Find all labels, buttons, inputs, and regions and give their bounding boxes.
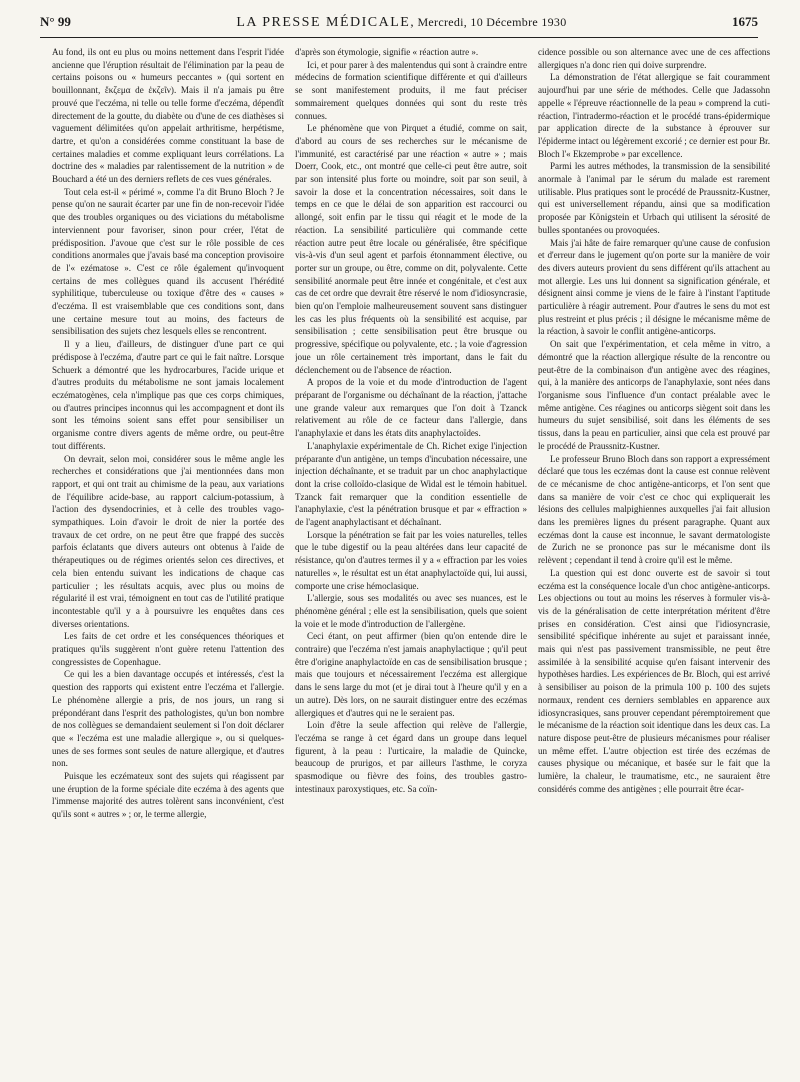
paragraph: Ce qui les a bien davantage occupés et intéressés, c'est la question des rapports qui existent entre l'eczéma et l'allergie. Le phénomène allergie a pris, de nos jours, un rang si prépondérant dans l'esprit des pathologistes, qu'un bon nombre de nos collègues se demandaient seulement si l'on doit déclarer que « l'eczéma est une maladie allergique », ou si quelques-unes de ses formes sont seules de nature allergique, et d'autres non. <box>52 669 284 769</box>
journal-title: LA PRESSE MÉDICALE <box>236 15 411 30</box>
paragraph: Puisque les eczémateux sont des sujets qui réagissent par une éruption de la forme spéciale dite eczéma à des agents que l'immense majorité des autres tolèrent sans inconvénient, c'est qu'ils sont « autres » ; or, le terme allergie, <box>52 771 284 820</box>
paragraph: cidence possible ou son alternance avec une de ces affections allergiques n'a donc rien qui doive surprendre. <box>538 47 770 70</box>
paragraph: Ici, et pour parer à des malentendus qui sont à craindre entre médecins de formation scientifique différente et qui d'ailleurs se sont manifestement produits, il me faut préciser sommairement quelques données qui sont du reste très connues. <box>295 59 527 121</box>
header-rule <box>40 37 758 38</box>
issue-number: N° 99 <box>40 14 71 29</box>
paragraph: La démonstration de l'état allergique se fait couramment aujourd'hui par une série de méthodes. Celle que Jadassohn appelle « l'épreuve réactionnelle de la peau » comprend la cuti-réaction, l'intradermo-réaction et le procédé trans-épidermique par application directe de la substance à éprouver sur l'épiderme intact ou légèrement excorié ; ce dernier est pour Br. Bloch l'« Ekzemprobe » par excellence. <box>538 72 770 159</box>
column-3 <box>538 46 770 1056</box>
paragraph: Loin d'être la seule affection qui relève de l'allergie, l'eczéma se range à cet égard dans un groupe dans lequel figurent, à la peau : l'urticaire, la maladie de Quincke, beaucoup de prurigos, et par ailleurs l'asthme, le coryza spasmodique ou fièvre des foins, des troubles gastro-intestinaux paroxystiques, etc. Sa coïn- <box>295 720 527 794</box>
page-header <box>40 14 758 38</box>
article-body <box>52 46 770 1056</box>
paragraph: A propos de la voie et du mode d'introduction de l'agent préparant de l'organisme ou déchaînant de la réaction, j'attache une grande valeur aux remarques que l'on doit à Tzanck relativement au rôle de ce facteur dans l'allergie, dans l'anaphylaxie et dans les états dits anaphylactoïdes. <box>295 377 527 439</box>
paragraph: On devrait, selon moi, considérer sous le même angle les recherches et considérations que j'ai mentionnées dans mon rapport, et qui ont trait au chimisme de la peau, aux variations de l'équilibre acide-base, au rapport calcium-potassium, à l'action des dysendocrinies, et à celle des troubles vago-sympathiques. Loin d'avoir le droit de nier la portée des travaux de cet ordre, on ne peut être que frappé des succès parfois éclatants que divers auteurs ont obtenus à l'aide de thérapeutiques ou de régimes orientés selon ces directives, et cela bien entendu suivant les indications de chaque cas particulier ; les résultats acquis, avec plus ou moins de régularité il est vrai, témoignent en tout cas de l'utilité pratique incontestable qu'il y a à poursuivre les enquêtes dans ces diverses orientations. <box>52 453 284 629</box>
column-2 <box>295 46 527 1056</box>
paragraph: Au fond, ils ont eu plus ou moins nettement dans l'esprit l'idée ancienne que l'éruption résultait de l'élimination par la peau de certains poisons ou « humeurs peccantes » (qui sortent en bouillonnant, ἔκζεμα de ἐκζεῖν). Mais il n'a jamais pu être prouvé que l'eczéma, ni telle ou telle forme d'eczéma, dépendît directement de la goutte, du diabète ou d'une de ces diathèses si vaguement délimitées qu'on appelait arthritisme, herpétisme, dartre, et qu'on a considérées comme constituant la base de certaines maladies et comme expliquant leurs corrélations. La doctrine des « maladies par ralentissement de la nutrition » de Bouchard a été un des derniers reflets de ces vues générales. <box>52 47 284 185</box>
paragraph: L'allergie, sous ses modalités ou avec ses nuances, est le phénomène général ; elle est la sensibilisation, quels que soient la voie et le mode d'introduction de l'allergène. <box>295 593 527 629</box>
issue-date: Mercredi, 10 Décembre 1930 <box>417 15 567 29</box>
paragraph: Parmi les autres méthodes, la transmission de la sensibilité anormale à l'animal par le sérum du malade est rarement utilisable. Plus pratiques sont le procédé de Praussnitz-Kustner, qui est universellement répandu, ainsi que sa modification proposée par Königstein et Urbach qui utilisent la sérosité de bulles spontanées ou provoquées. <box>538 161 770 235</box>
paragraph: Tout cela est-il « périmé », comme l'a dit Bruno Bloch ? Je pense qu'on ne saurait écarter par une fin de non-recevoir l'idée que des troubles organiques ou des viciations du métabolisme interviennent pour favoriser, sinon pour créer, l'état de prédisposition. J'avoue que c'est sur le rôle possible de ces conditions anormales que j'avais basé ma conception provisoire de l'« ezématose ». C'est ce rôle également qu'invoquent certains de mes collègues quand ils accusent l'hérédité syphilitique, tuberculeuse ou toxique d'être des « causes » d'eczéma. Il est vraisemblable que ces conditions sont, dans une certaine mesure tout au moins, des facteurs de sensibilisation des sujets chez lesquels elles se rencontrent. <box>52 186 284 337</box>
paragraph: d'après son étymologie, signifie « réaction autre ». <box>295 47 479 57</box>
paragraph: Le phénomène que von Pirquet a étudié, comme on sait, d'abord au cours de ses recherches sur le mécanisme de l'immunité, est caractérisé par une réaction « autre » ; mais Doerr, Cook, etc., ont montré que celle-ci peut être autre, soit par son intensité plus forte ou moindre, soit par son seuil, à savoir la dose et la concentration nécessaires, soit dans le temps en ce que le délai de son apparition est raccourci ou allongé, soit enfin par le tissu qui réagit et le mode de la réaction. La sensibilité particulière qui commande cette réaction autre peut être locale ou généralisée, être spécifique vis-à-vis d'un seul agent et parfois étonnamment élective, ou porter sur un groupe, ou être, comme on dit, polyvalente. Cette sensibilité anormale peut être innée et congénitale, et c'est aux cas de cet ordre que devrait être réservé le nom d'idiosyncrasie, bien qu'on l'emploie malheureusement souvent sans distinguer les cas les plus fréquents où la sensibilité est acquise, par sensibilisation ; cette sensibilisation peut être brusque ou progressive, spécifique ou polyvalente, etc. ; la voie d'agression joue un rôle certainement très important, dans le fait du déclenchement ou de l'absence de réaction. <box>295 123 527 375</box>
masthead: LA PRESSE MÉDICALE, Mercredi, 10 Décembre 1930 <box>236 14 567 30</box>
paragraph: Les faits de cet ordre et les conséquences théoriques et pratiques qu'ils suggèrent n'ont guère retenu l'attention des congressistes de Copenhague. <box>52 631 284 667</box>
paragraph: Mais j'ai hâte de faire remarquer qu'une cause de confusion et d'erreur dans le jugement qu'on porte sur la manière de voir des divers auteurs provient du sens différent qu'ils attachent au mot allergie. Les uns lui donnent sa signification générale, et désignent ainsi comme je viens de le faire à l'instant l'aptitude particulière à réagir autrement. Pour d'autres le sens du mot est plus restreint et plus précis ; il désigne le mécanisme même de la réaction, à savoir le conflit antigène-anticorps. <box>538 237 770 337</box>
paragraph: L'anaphylaxie expérimentale de Ch. Richet exige l'injection préparante d'un antigène, un temps d'incubation nécessaire, une injection déchaînante, et se traduit par un choc anaphylactique dont la crise colloïdo-clasique de Widal est le témoin habituel. Tzanck fait remarquer que la condition essentielle de l'anaphylaxie, c'est la pénétration brusque et par « effraction » de l'agent anaphylactisant et déchaînant. <box>295 440 527 528</box>
column-1 <box>52 46 284 1056</box>
paragraph: Il y a lieu, d'ailleurs, de distinguer d'une part ce qui prédispose à l'eczéma, d'autre part ce qui le fait naître. Lorsque Schuerk a démontré que les hydrocarbures, l'acide urique et d'autres produits du métabolisme ne sont jamais localement eczématogènes, cela n'implique pas que ces corps chimiques, ou d'autres principes inconnus qui les accompagnent et dont ils sont les témoins soient sans effet pour sensibiliser un organisme contre divers agents de même ordre, ou peut-être tout différents. <box>52 339 284 451</box>
page-number: 1675 <box>731 14 758 29</box>
paragraph: On sait que l'expérimentation, et cela même in vitro, a démontré que la réaction allergique résulte de la rencontre ou peut-être de la combinaison d'un antigène avec des réagines, qui, à la manière des anticorps de l'anaphylaxie, sont nées dans l'organisme sous l'influence d'un contact préalable avec le même antigène. Ces réagines ou anticorps siègent soit dans les humeurs du sujet sensibilisé, soit dans les éléments de ses tissus, dans la peau en particulier, ainsi que cela est prouvé par le procédé de Praussnitz-Kustner. <box>538 339 770 451</box>
paragraph: La question qui est donc ouverte est de savoir si tout eczéma est la conséquence locale d'un choc antigène-anticorps. Les objections ou tout au moins les réserves à formuler vis-à-vis de la généralisation de cette interprétation méritent d'être prises en considération. C'est ainsi que l'idiosyncrasie, sensibilité spécifique inhérente au sujet et paraissant innée, mais qui n'est pas passivement transmissible, ne peut être assimilée à la sensibilité acquise qu'en faisant intervenir des hypothèses hardies. Les expériences de Br. Bloch, qui est arrivé à sensibiliser au poison de la primula 100 p. 100 des sujets normaux, rendent ces derniers semblables en apparence aux idiosyncrasiques, sans prouver cependant péremptoirement que le mécanisme de la réaction soit identique dans les deux cas. La nature dispose peut-être de plusieurs mécanismes pour réaliser un même effet. L'autre objection est tirée des eczémas de causes physique ou mécanique, et basée sur le fait que la lumière, la chaleur, le traumatisme, etc., ne sauraient être considérés comme des antigènes ; elle pourrait être écar- <box>538 567 770 794</box>
paragraph: Lorsque la pénétration se fait par les voies naturelles, telles que le tube digestif ou la peau altérées dans leur capacité de résistance, qu'on d'autres termes il y a « effraction par les voies naturelles », le résultat est un état anaphylactoïde qui, lui aussi, comporte une crise hémoclasique. <box>295 529 527 591</box>
paragraph: Ceci étant, on peut affirmer (bien qu'on entende dire le contraire) que l'eczéma n'est jamais anaphylactique ; qu'il peut être d'origine anaphylactoïde en cas de sensibilisation brusque ; mais que toujours et nécessairement l'eczéma est allergique dans le sens large du mot (et je dirai tout à l'heure qu'il y en a un autre). Dès lors, on ne saurait distinguer entre des eczémas allergiques et d'autres qui ne le seraient pas. <box>295 631 527 718</box>
paragraph: Le professeur Bruno Bloch dans son rapport a expressément déclaré que tous les eczémas dont la cause est connue relèvent de ce mécanisme de choc antigène-anticorps, et l'on sent que dans sa manière de voir c'est ce choc qui expliquerait les lésions des cellules malpighiennes auxquelles j'ai fait allusion dans les premières lignes du présent paragraphe. Quant aux eczémas dont la cause est inconnue, le savant dermatologiste de Zurich ne se prononce pas sur le mécanisme dont ils relèvent ; cependant il tend à croire qu'il est le même. <box>538 453 770 566</box>
